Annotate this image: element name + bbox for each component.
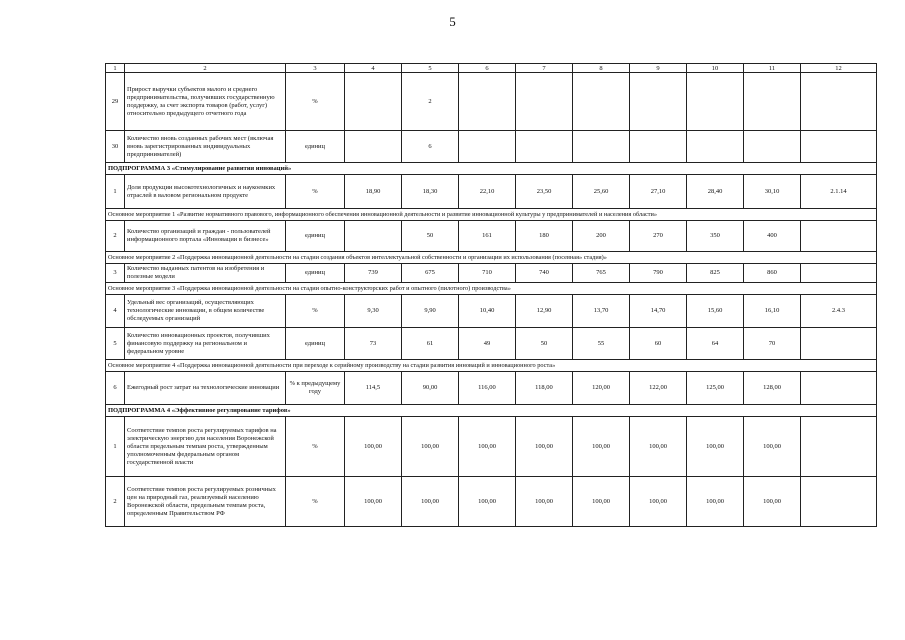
value-cell: 73 — [345, 328, 402, 360]
unit-cell: % — [286, 477, 345, 527]
header-cell: 11 — [744, 64, 801, 73]
subprogram-heading-row — [106, 163, 877, 175]
header-cell: 12 — [801, 64, 877, 73]
measure-heading-row — [106, 252, 877, 264]
table-row — [106, 175, 877, 209]
value-cell — [516, 131, 573, 163]
header-cell: 8 — [573, 64, 630, 73]
value-cell — [687, 73, 744, 131]
value-cell: 18,30 — [402, 175, 459, 209]
header-cell: 3 — [286, 64, 345, 73]
table-row — [106, 372, 877, 405]
table-row — [106, 264, 877, 283]
table-row — [106, 417, 877, 477]
table-body — [106, 64, 877, 527]
value-cell: 100,00 — [345, 417, 402, 477]
value-cell: 200 — [573, 221, 630, 252]
subprogram-heading: ПОДПРОГРАММА 3 «Стимулирование развития инноваций» — [106, 163, 877, 175]
row-number: 30 — [106, 131, 125, 163]
value-cell: 100,00 — [687, 417, 744, 477]
row-number: 1 — [106, 417, 125, 477]
value-cell: 114,5 — [345, 372, 402, 405]
value-cell: 6 — [402, 131, 459, 163]
value-cell: 28,40 — [687, 175, 744, 209]
row-number: 29 — [106, 73, 125, 131]
subprogram-heading-row — [106, 405, 877, 417]
unit-cell: единиц — [286, 221, 345, 252]
unit-cell: % к предыдущему году — [286, 372, 345, 405]
header-cell: 10 — [687, 64, 744, 73]
value-cell: 22,10 — [459, 175, 516, 209]
value-cell: 161 — [459, 221, 516, 252]
value-cell: 14,70 — [630, 295, 687, 328]
value-cell: 100,00 — [345, 477, 402, 527]
value-cell: 765 — [573, 264, 630, 283]
value-cell: 118,00 — [516, 372, 573, 405]
value-cell: 100,00 — [630, 417, 687, 477]
value-cell — [345, 73, 402, 131]
table-row — [106, 73, 877, 131]
reference-cell — [801, 417, 877, 477]
reference-cell: 2.1.14 — [801, 175, 877, 209]
reference-cell — [801, 328, 877, 360]
unit-cell: % — [286, 295, 345, 328]
indicator-name: Количество инновационных проектов, получивших финансовую поддержку на региональном и федеральном уровне — [125, 328, 286, 360]
reference-cell — [801, 73, 877, 131]
indicators-table — [105, 63, 877, 527]
value-cell: 100,00 — [459, 417, 516, 477]
value-cell: 128,00 — [744, 372, 801, 405]
indicator-name: Количество организаций и граждан - пользователей информационного портала «Инновации в бизнесе» — [125, 221, 286, 252]
subprogram-heading: ПОДПРОГРАММА 4 «Эффективное регулирование тарифов» — [106, 405, 877, 417]
value-cell: 350 — [687, 221, 744, 252]
value-cell: 16,10 — [744, 295, 801, 328]
row-number: 3 — [106, 264, 125, 283]
value-cell: 100,00 — [402, 417, 459, 477]
header-cell: 6 — [459, 64, 516, 73]
value-cell: 675 — [402, 264, 459, 283]
header-cell: 9 — [630, 64, 687, 73]
measure-heading: Основное мероприятие 1 «Развитие нормативного правового, информационного обеспечения инновационной деятельности и развитие инновационной культуры у предпринимателей и населения области» — [106, 209, 877, 221]
value-cell — [630, 73, 687, 131]
unit-cell: единиц — [286, 264, 345, 283]
indicator-name: Соответствие темпов роста регулируемых розничных цен на природный газ, реализуемый населению Воронежской области, предельным темпам роста, определенным Правительством РФ — [125, 477, 286, 527]
value-cell: 9,30 — [345, 295, 402, 328]
value-cell — [573, 73, 630, 131]
row-number: 2 — [106, 221, 125, 252]
table-row — [106, 221, 877, 252]
value-cell: 15,60 — [687, 295, 744, 328]
page-number: 5 — [449, 14, 456, 29]
value-cell: 64 — [687, 328, 744, 360]
value-cell: 90,00 — [402, 372, 459, 405]
value-cell: 100,00 — [459, 477, 516, 527]
value-cell: 825 — [687, 264, 744, 283]
value-cell: 100,00 — [744, 417, 801, 477]
reference-cell — [801, 131, 877, 163]
value-cell — [516, 73, 573, 131]
value-cell: 790 — [630, 264, 687, 283]
value-cell: 27,10 — [630, 175, 687, 209]
indicator-name: Количество вновь созданных рабочих мест (включая вновь зарегистрированных индивидуальных предпринимателей) — [125, 131, 286, 163]
header-row — [106, 64, 877, 73]
value-cell: 100,00 — [573, 477, 630, 527]
value-cell: 12,90 — [516, 295, 573, 328]
measure-heading-row — [106, 283, 877, 295]
value-cell: 30,10 — [744, 175, 801, 209]
measure-heading-row — [106, 209, 877, 221]
value-cell: 60 — [630, 328, 687, 360]
header-cell: 7 — [516, 64, 573, 73]
value-cell: 100,00 — [744, 477, 801, 527]
value-cell: 49 — [459, 328, 516, 360]
unit-cell: единиц — [286, 131, 345, 163]
reference-cell: 2.4.3 — [801, 295, 877, 328]
value-cell: 860 — [744, 264, 801, 283]
row-number: 6 — [106, 372, 125, 405]
value-cell: 100,00 — [687, 477, 744, 527]
value-cell — [459, 131, 516, 163]
row-number: 4 — [106, 295, 125, 328]
indicator-name: Количество выданных патентов на изобретения и полезные модели — [125, 264, 286, 283]
row-number: 2 — [106, 477, 125, 527]
unit-cell: % — [286, 417, 345, 477]
value-cell: 739 — [345, 264, 402, 283]
row-number: 5 — [106, 328, 125, 360]
value-cell — [345, 131, 402, 163]
unit-cell: % — [286, 175, 345, 209]
reference-cell — [801, 372, 877, 405]
value-cell: 55 — [573, 328, 630, 360]
value-cell: 18,90 — [345, 175, 402, 209]
indicator-name: Удельный вес организаций, осуществляющих технологические инновации, в общем количестве обследуемых организаций — [125, 295, 286, 328]
value-cell: 710 — [459, 264, 516, 283]
indicator-name: Соответствие темпов роста регулируемых тарифов на электрическую энергию для населения Воронежской области предельным темпам роста, утвержденным уполномоченным федеральным органом государственной власти — [125, 417, 286, 477]
value-cell: 10,40 — [459, 295, 516, 328]
value-cell — [687, 131, 744, 163]
value-cell: 125,00 — [687, 372, 744, 405]
reference-cell — [801, 221, 877, 252]
value-cell: 116,00 — [459, 372, 516, 405]
header-cell: 1 — [106, 64, 125, 73]
value-cell — [744, 131, 801, 163]
indicator-name: Прирост выручки субъектов малого и среднего предпринимательства, получивших государственную поддержку, за счет экспорта товаров (работ, услуг) относительно предыдущего отчетного года — [125, 73, 286, 131]
unit-cell: единиц — [286, 328, 345, 360]
value-cell: 100,00 — [573, 417, 630, 477]
table-row — [106, 131, 877, 163]
indicator-name: Доля продукции высокотехнологичных и наукоемких отраслей в валовом региональном продукте — [125, 175, 286, 209]
value-cell: 100,00 — [516, 477, 573, 527]
value-cell: 25,60 — [573, 175, 630, 209]
indicator-name: Ежегодный рост затрат на технологические инновации — [125, 372, 286, 405]
table-row — [106, 295, 877, 328]
value-cell: 23,50 — [516, 175, 573, 209]
measure-heading: Основное мероприятие 2 «Поддержка инновационной деятельности на стадии создания объектов интеллектуальной собственности и организации их использования (посевная» стадия)» — [106, 252, 877, 264]
table-row — [106, 328, 877, 360]
measure-heading: Основное мероприятие 4 «Поддержка инновационной деятельности при переходе к серийному производству на стадии развития инноваций и инновационного роста» — [106, 360, 877, 372]
header-cell: 4 — [345, 64, 402, 73]
value-cell: 13,70 — [573, 295, 630, 328]
value-cell: 100,00 — [516, 417, 573, 477]
value-cell: 50 — [402, 221, 459, 252]
value-cell: 400 — [744, 221, 801, 252]
table-row — [106, 477, 877, 527]
value-cell: 120,00 — [573, 372, 630, 405]
value-cell: 100,00 — [402, 477, 459, 527]
measure-heading-row — [106, 360, 877, 372]
reference-cell — [801, 477, 877, 527]
value-cell: 61 — [402, 328, 459, 360]
value-cell: 9,90 — [402, 295, 459, 328]
reference-cell — [801, 264, 877, 283]
value-cell — [345, 221, 402, 252]
value-cell: 740 — [516, 264, 573, 283]
value-cell: 70 — [744, 328, 801, 360]
header-cell: 2 — [125, 64, 286, 73]
value-cell — [459, 73, 516, 131]
header-cell: 5 — [402, 64, 459, 73]
unit-cell: % — [286, 73, 345, 131]
value-cell: 122,00 — [630, 372, 687, 405]
value-cell — [630, 131, 687, 163]
value-cell: 180 — [516, 221, 573, 252]
value-cell: 270 — [630, 221, 687, 252]
row-number: 1 — [106, 175, 125, 209]
measure-heading: Основное мероприятие 3 «Поддержка инновационной деятельности на стадии опытно-конструкторских работ и опытного (пилотного) производства» — [106, 283, 877, 295]
value-cell: 50 — [516, 328, 573, 360]
value-cell — [744, 73, 801, 131]
value-cell: 2 — [402, 73, 459, 131]
value-cell — [573, 131, 630, 163]
value-cell: 100,00 — [630, 477, 687, 527]
